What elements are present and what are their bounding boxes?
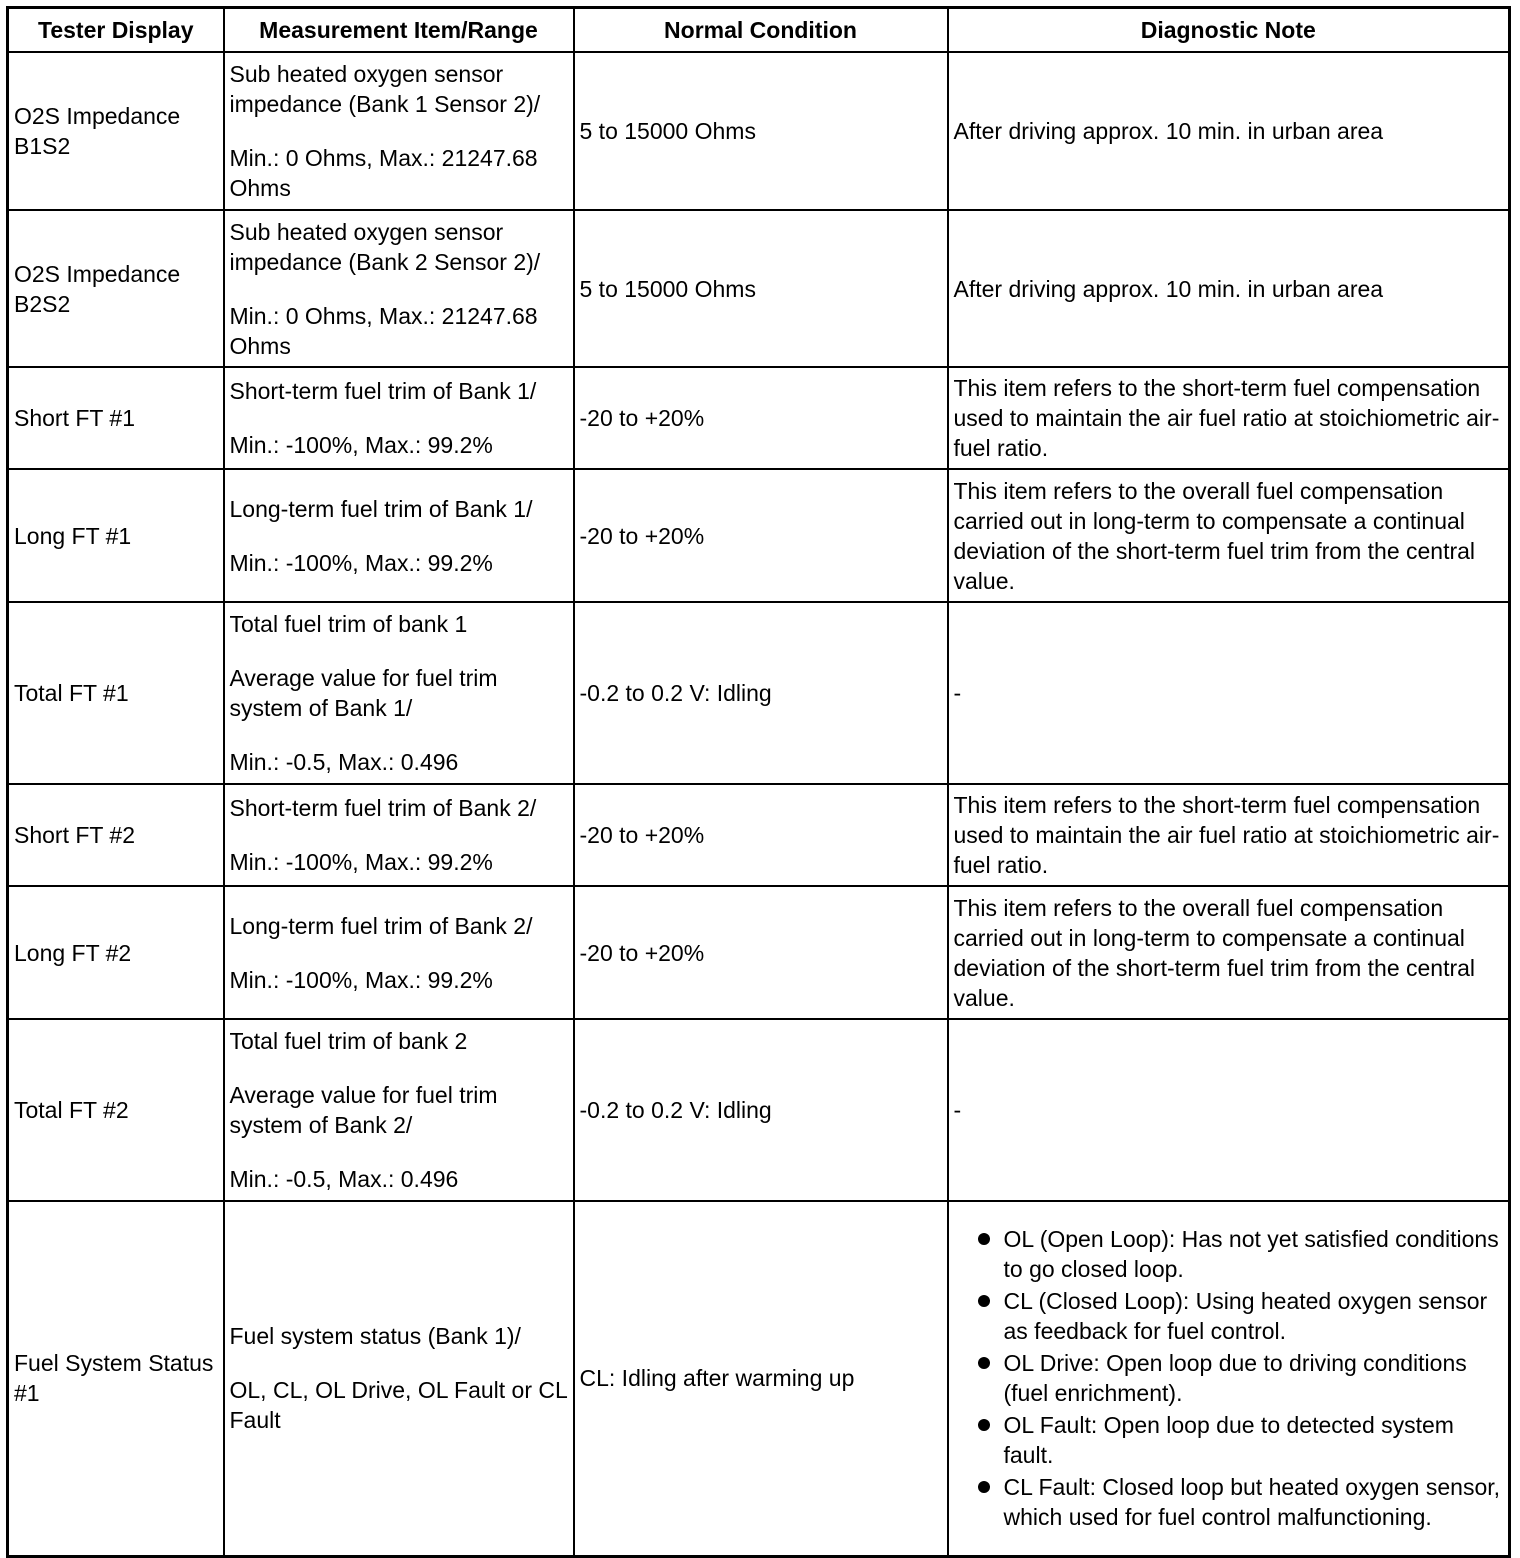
normal-condition-cell: -0.2 to 0.2 V: Idling xyxy=(574,602,948,784)
bullet-icon xyxy=(978,1357,990,1369)
measurement-line: OL, CL, OL Drive, OL Fault or CL Fault xyxy=(229,1377,567,1434)
measurement-line: Min.: -0.5, Max.: 0.496 xyxy=(229,749,459,775)
bullet-text: OL Drive: Open loop due to driving conditions (fuel enrichment). xyxy=(1003,1350,1467,1407)
list-item xyxy=(966,1472,1504,1532)
bullet-text: OL (Open Loop): Has not yet satisfied conditions to go closed loop. xyxy=(1003,1226,1499,1283)
measurement-cell xyxy=(224,602,574,784)
measurement-cell xyxy=(224,469,574,602)
measurement-line: Total fuel trim of bank 1 xyxy=(229,611,468,637)
tester-display-cell: O2S Impedance B1S2 xyxy=(8,52,224,210)
normal-condition-cell: -20 to +20% xyxy=(574,784,948,886)
bullet-text: OL Fault: Open loop due to detected system fault. xyxy=(1003,1412,1454,1469)
measurement-cell xyxy=(224,784,574,886)
measurement-line: Short-term fuel trim of Bank 1/ xyxy=(229,378,537,404)
diagnostic-note-cell xyxy=(948,1201,1510,1556)
diagnostic-note-cell: After driving approx. 10 min. in urban area xyxy=(948,210,1510,367)
measurement-cell xyxy=(224,1019,574,1201)
measurement-line: Sub heated oxygen sensor impedance (Bank 1 Sensor 2)/ xyxy=(229,61,541,117)
measurement-line: Total fuel trim of bank 2 xyxy=(229,1028,468,1054)
tester-display-cell: Long FT #2 xyxy=(8,886,224,1019)
measurement-cell xyxy=(224,52,574,210)
diagnostic-note-cell: This item refers to the overall fuel compensation carried out in long-term to compensate a continual deviation of the short-term fuel trim from the central value. xyxy=(948,469,1510,602)
list-item xyxy=(966,1224,1504,1284)
diagnostic-note-cell: After driving approx. 10 min. in urban area xyxy=(948,52,1510,210)
diagnostic-note-cell: - xyxy=(948,602,1510,784)
measurement-line: Min.: 0 Ohms, Max.: 21247.68 Ohms xyxy=(229,302,538,359)
diagnostic-note-cell: This item refers to the short-term fuel compensation used to maintain the air fuel ratio at stoichiometric air-fuel ratio. xyxy=(948,367,1510,469)
list-item xyxy=(966,1348,1504,1408)
status-bullet-list xyxy=(954,1224,1504,1532)
normal-condition-cell: 5 to 15000 Ohms xyxy=(574,210,948,367)
header-row xyxy=(8,8,1510,53)
measurement-line: Long-term fuel trim of Bank 2/ xyxy=(229,912,533,939)
bullet-icon xyxy=(978,1233,990,1245)
normal-condition-cell: -0.2 to 0.2 V: Idling xyxy=(574,1019,948,1201)
diagnostic-data-sheet xyxy=(6,6,1508,1552)
diagnostic-note-cell: This item refers to the overall fuel compensation carried out in long-term to compensate a continual deviation of the short-term fuel trim from the central value. xyxy=(948,886,1510,1019)
normal-condition-cell: -20 to +20% xyxy=(574,367,948,469)
measurement-line: Min.: -100%, Max.: 99.2% xyxy=(229,549,493,576)
normal-condition-cell: 5 to 15000 Ohms xyxy=(574,52,948,210)
bullet-icon xyxy=(978,1419,990,1431)
diagnostic-note-cell: This item refers to the short-term fuel compensation used to maintain the air fuel ratio at stoichiometric air-fuel ratio. xyxy=(948,784,1510,886)
normal-condition-cell: -20 to +20% xyxy=(574,469,948,602)
measurement-line: Min.: -100%, Max.: 99.2% xyxy=(229,849,493,875)
tester-display-cell: Total FT #2 xyxy=(8,1019,224,1201)
tester-display-cell: Short FT #2 xyxy=(8,784,224,886)
header-tester-display: Tester Display xyxy=(8,8,224,53)
measurement-line: Min.: -0.5, Max.: 0.496 xyxy=(229,1166,459,1192)
table-row xyxy=(8,602,1510,784)
normal-condition-cell: -20 to +20% xyxy=(574,886,948,1019)
measurement-cell xyxy=(224,886,574,1019)
table-row xyxy=(8,469,1510,602)
normal-condition-cell: CL: Idling after warming up xyxy=(574,1201,948,1556)
table-row xyxy=(8,210,1510,367)
bullet-text: CL (Closed Loop): Using heated oxygen sensor as feedback for fuel control. xyxy=(1003,1288,1488,1345)
header-measurement-item-range: Measurement Item/Range xyxy=(224,8,574,53)
diagnostic-table xyxy=(6,6,1511,1558)
table-row xyxy=(8,886,1510,1019)
bullet-icon xyxy=(978,1295,990,1307)
table-row xyxy=(8,1201,1510,1556)
table-row xyxy=(8,52,1510,210)
measurement-cell xyxy=(224,367,574,469)
bullet-icon xyxy=(978,1481,990,1493)
diagnostic-note-cell: - xyxy=(948,1019,1510,1201)
measurement-line: Fuel system status (Bank 1)/ xyxy=(229,1323,521,1350)
tester-display-cell: Total FT #1 xyxy=(8,602,224,784)
tester-display-cell: O2S Impedance B2S2 xyxy=(8,210,224,367)
measurement-line: Min.: -100%, Max.: 99.2% xyxy=(229,432,493,458)
measurement-line: Min.: 0 Ohms, Max.: 21247.68 Ohms xyxy=(229,145,538,201)
measurement-line: Short-term fuel trim of Bank 2/ xyxy=(229,795,537,821)
tester-display-cell: Short FT #1 xyxy=(8,367,224,469)
header-normal-condition: Normal Condition xyxy=(574,8,948,53)
measurement-line: Min.: -100%, Max.: 99.2% xyxy=(229,966,493,993)
tester-display-cell: Long FT #1 xyxy=(8,469,224,602)
table-row xyxy=(8,1019,1510,1201)
measurement-line: Long-term fuel trim of Bank 1/ xyxy=(229,495,533,522)
measurement-line: Average value for fuel trim system of Bank 1/ xyxy=(229,665,498,721)
tester-display-cell: Fuel System Status #1 xyxy=(8,1201,224,1556)
list-item xyxy=(966,1286,1504,1346)
measurement-cell xyxy=(224,210,574,367)
measurement-line: Average value for fuel trim system of Bank 2/ xyxy=(229,1082,498,1138)
table-row xyxy=(8,367,1510,469)
header-diagnostic-note: Diagnostic Note xyxy=(948,8,1510,53)
list-item xyxy=(966,1410,1504,1470)
table-row xyxy=(8,784,1510,886)
bullet-text: CL Fault: Closed loop but heated oxygen sensor, which used for fuel control malfunctioning. xyxy=(1003,1474,1501,1531)
measurement-line: Sub heated oxygen sensor impedance (Bank 2 Sensor 2)/ xyxy=(229,218,541,275)
measurement-cell xyxy=(224,1201,574,1556)
